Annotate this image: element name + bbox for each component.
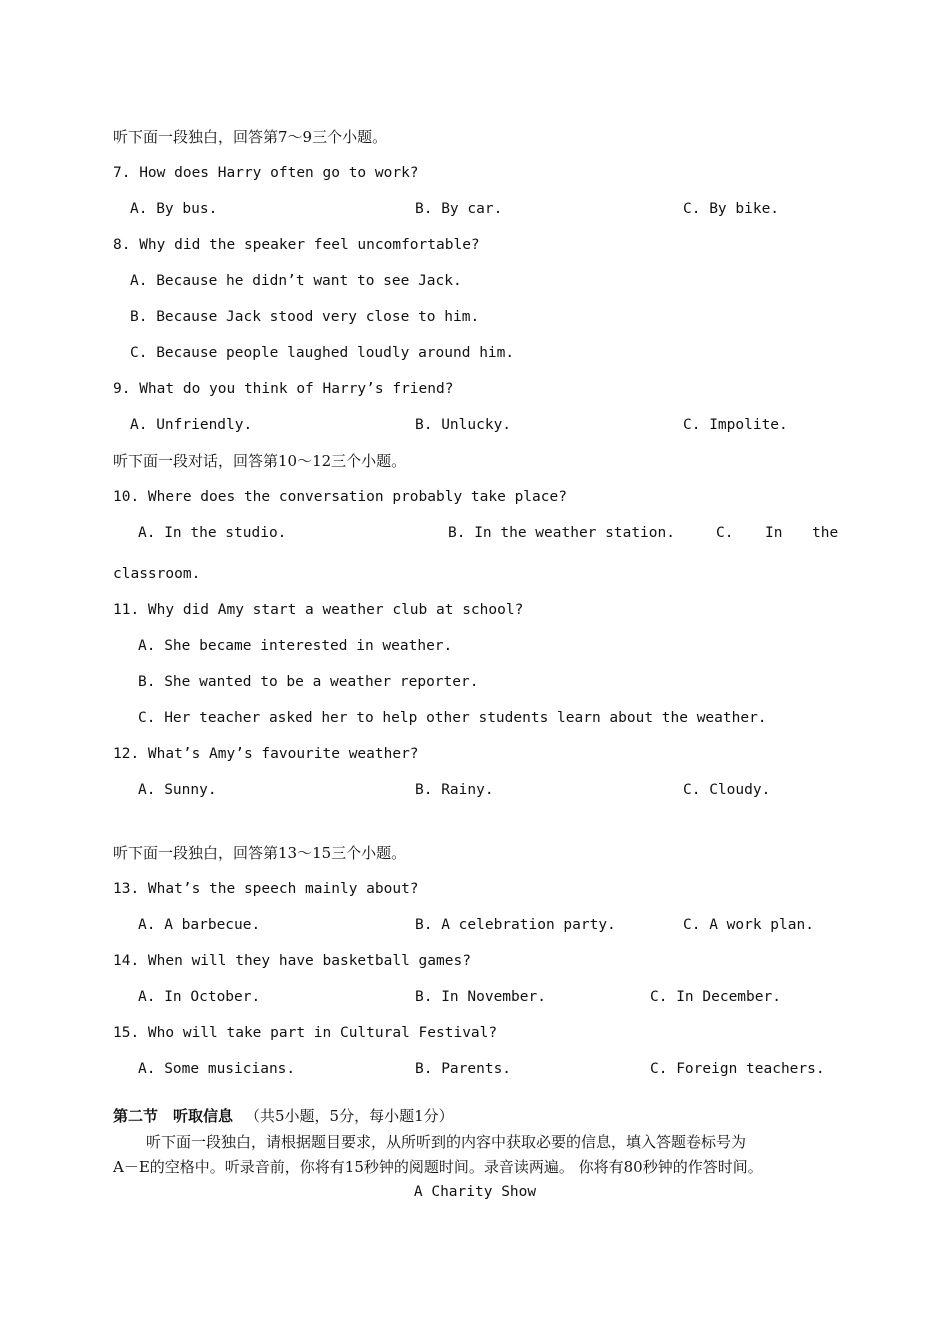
option-12a: A. Sunny.	[138, 782, 217, 798]
option-10c-word-the: the	[812, 525, 839, 541]
option-15c: C. Foreign teachers.	[650, 1061, 825, 1077]
option-13b: B. A celebration party.	[415, 917, 616, 933]
option-9c: C. Impolite.	[683, 417, 788, 433]
section-header-13-15: 听下面一段独白，回答第13～15三个小题。	[113, 844, 407, 862]
option-9a: A. Unfriendly.	[130, 417, 253, 433]
question-7: 7. How does Harry often go to work?	[113, 165, 419, 181]
option-10c-word-in: In	[765, 525, 783, 541]
question-15: 15. Who will take part in Cultural Festival?	[113, 1025, 498, 1041]
option-8b: B. Because Jack stood very close to him.	[130, 309, 480, 325]
option-7c: C. By bike.	[683, 201, 780, 217]
option-7a: A. By bus.	[130, 201, 218, 217]
question-13: 13. What’s the speech mainly about?	[113, 881, 419, 897]
part2-heading: 第二节 听取信息	[113, 1107, 234, 1125]
option-14c: C. In December.	[650, 989, 781, 1005]
option-12c: C. Cloudy.	[683, 782, 771, 798]
option-13c: C. A work plan.	[683, 917, 814, 933]
option-7b: B. By car.	[415, 201, 503, 217]
part2-instructions-line1: 听下面一段独白，请根据题目要求，从所听到的内容中获取必要的信息，填入答题卷标号为	[146, 1133, 747, 1151]
part2-instructions-line2: A－E的空格中。听录音前，你将有15秒钟的阅题时间。录音读两遍。 你将有80秒钟的作答时间。	[113, 1158, 763, 1176]
question-12: 12. What’s Amy’s favourite weather?	[113, 746, 419, 762]
option-13a: A. A barbecue.	[138, 917, 261, 933]
option-10c-word-classroom: classroom.	[113, 566, 201, 582]
question-14: 14. When will they have basketball games?	[113, 953, 471, 969]
question-11: 11. Why did Amy start a weather club at school?	[113, 602, 524, 618]
option-8a: A. Because he didn’t want to see Jack.	[130, 273, 462, 289]
question-10: 10. Where does the conversation probably take place?	[113, 489, 567, 505]
option-11b: B. She wanted to be a weather reporter.	[138, 674, 479, 690]
option-11c: C. Her teacher asked her to help other students learn about the weather.	[138, 710, 767, 726]
option-14b: B. In November.	[415, 989, 546, 1005]
option-15b: B. Parents.	[415, 1061, 512, 1077]
question-8: 8. Why did the speaker feel uncomfortable?	[113, 237, 480, 253]
part2-heading-note: （共5小题，5分，每小题1分）	[245, 1107, 454, 1125]
option-11a: A. She became interested in weather.	[138, 638, 453, 654]
part2-heading-row	[113, 1106, 454, 1126]
option-14a: A. In October.	[138, 989, 261, 1005]
option-9b: B. Unlucky.	[415, 417, 512, 433]
option-10c-letter: C.	[716, 525, 734, 541]
section-header-10-12: 听下面一段对话，回答第10～12三个小题。	[113, 452, 407, 470]
question-9: 9. What do you think of Harry’s friend?	[113, 381, 454, 397]
option-15a: A. Some musicians.	[138, 1061, 296, 1077]
section-header-7-9: 听下面一段独白，回答第7～9三个小题。	[113, 128, 388, 146]
option-8c: C. Because people laughed loudly around him.	[130, 345, 515, 361]
option-12b: B. Rainy.	[415, 782, 494, 798]
option-10a: A. In the studio.	[138, 525, 287, 541]
part2-title: A Charity Show	[413, 1184, 537, 1200]
option-10b: B. In the weather station.	[448, 525, 675, 541]
